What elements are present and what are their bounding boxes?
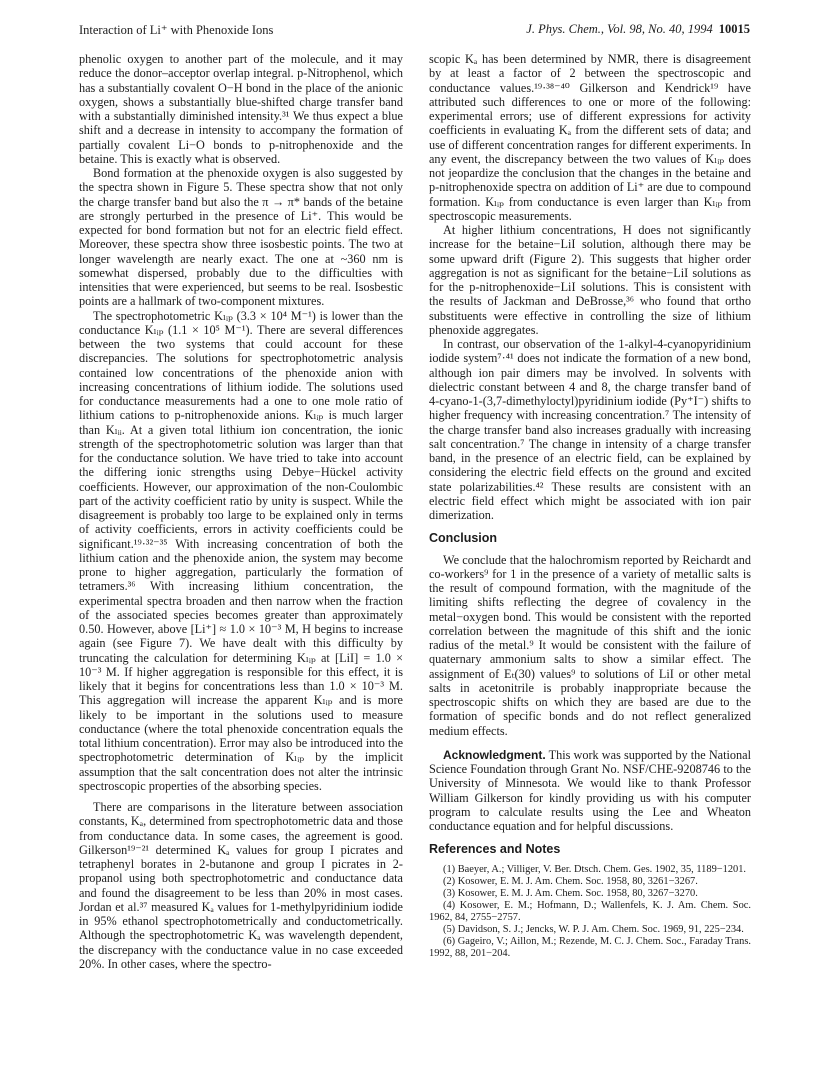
running-title: Interaction of Li⁺ with Phenoxide Ions: [79, 23, 274, 37]
journal-name: J. Phys. Chem., Vol. 98, No. 40, 1994: [526, 22, 713, 36]
acknowledgment-label: Acknowledgment.: [443, 747, 546, 762]
running-header: [79, 22, 750, 40]
paragraph: The spectrophotometric Kₗᵢₚ (3.3 × 10⁴ M⁻¹) is lower than the conductance Kₗᵢₚ (1.1 × 10⁵ M⁻¹). There are several differences between the two systems that could account for these discrepancies. The solutions for spectrophotometric analysis contained low concentrations of the phenoxide anion with increasing concentrations of lithium iodide. The solutions used for conductance measurements had a one to one mole ratio of lithium cations to p-nitrophenoxide anions. Kₗᵢₚ is much larger than Kₗᵢᵢ. At a given total lithium ion concentration, the ionic strength of the spectrophotometric solution was larger than that for the conductance solution. We have tried to take into account the differing ionic strengths using Debye−Hückel activity coefficients. However, our approximation of the non-Coulombic part of the activity coefficient ratio by unity is suspect. While the disagreement is probably too large to be explained only in terms of activity coefficients, errors in activity coefficients could be significant.¹⁹·³²⁻³⁵ With increasing concentration of both the lithium cation and the phenoxide anion, the system may become prone to higher aggregation, particularly the formation of tetramers.³⁶ With increasing lithium concentration, the experimental spectra broaden and then narrow when the fraction of the associated species becomes greater than approximately 0.50. However, above [Li⁺] ≈ 1.0 × 10⁻³ M, H begins to increase again (see Figure 7). We have dealt with this difficulty by truncating the calculation for determining Kₗᵢₚ at [LiI] = 1.0 × 10⁻³ M. If higher aggregation is responsible for this effect, it is likely that it begins for concentrations less than 1.0 × 10⁻³ M. This aggregation will increase the apparent Kₗᵢₚ and is more likely to be important in the solutions used to measure conductance (where the total phenoxide concentration equals the total lithium concentration). Error may also be introduced into the spectrophotometric determination of Kₗᵢₚ by the implicit assumption that the salt concentration does not alter the intrinsic spectroscopic properties of the absorbing species.: [79, 308, 403, 793]
reference-item: (6) Gageiro, V.; Aillon, M.; Rezende, M. C. J. Chem. Soc., Faraday Trans. 1992, 88, 201−204.: [429, 936, 751, 960]
acknowledgment-text: This work was supported by the National Science Foundation through Grant No. NSF/CHE-9208746 to the University of Minnesota. We would like to thank Professor William Gilkerson for kindly providing us with his computer program to calculate results using the Lee and Wheaton conductance equation and for helpful discussions.: [429, 747, 752, 833]
reference-item: (3) Kosower, E. M. J. Am. Chem. Soc. 1958, 80, 3267−3270.: [443, 887, 698, 899]
paragraph: phenolic oxygen to another part of the molecule, and it may reduce the donor–acceptor overlap integral. p-Nitrophenol, which has a substantially covalent O−H bond in the place of the anionic oxygen, shows a substantially blue-shifted charge transfer band with a substantially diminished intensity.³¹ We thus expect a blue shift and a decrease in intensity to accompany the formation of partially covalent Li−O bonds to p-nitrophenoxide and the betaine. This is exactly what is observed.: [79, 52, 403, 166]
paragraph: In contrast, our observation of the 1-alkyl-4-cyanopyridinium iodide system⁷·⁴¹ does not indicate the formation of a new bond, although ion pair dimers may be involved. In solvents with dielectric constant between 4 and 8, the charge transfer band of 4-cyano-1-(3,7-dimethyloctyl)pyridinium iodide (Py⁺I⁻) shifts to higher frequency with increasing concentration.⁷ The intensity of the charge transfer band also increases gradually with increasing salt concentration.⁷ The change in intensity of a charge transfer band, in the presence of an electric field, can be explained by considering the electric field effects on the ground and excited state polarizabilities.⁴² These results are consistent with an electric field effect which might be associated with ion pair dimerization.: [429, 337, 751, 522]
journal-citation: [526, 22, 750, 37]
reference-item: (2) Kosower, E. M. J. Am. Chem. Soc. 1958, 80, 3261−3267.: [443, 875, 698, 887]
paragraph: There are comparisons in the literature between association constants, Kₐ, determined from spectrophotometric data and those from conductance data. In some cases, the agreement is good. Gilkerson¹⁹⁻²¹ determined Kₐ values for group I picrates and tetraphenyl borates in 2-butanone and group I picrates in 2-propanol using both spectrophotometric and conductance data and found the disagreement to be less than 20% in most cases. Jordan et al.³⁷ measured Kₐ values for 1-methylpyridinium iodide in 95% ethanol spectrophotometrically and conductometrically. Although the spectrophotometric Kₐ was wavelength dependent, the discrepancy with the conductance value in no case exceeded 20%. In other cases, where the spectro-: [79, 800, 403, 971]
conclusion-paragraph: We conclude that the halochromism reported by Reichardt and co-workers⁹ for 1 in the presence of a variety of metallic salts is the result of compound formation, with the magnitude of the limiting shifts reflecting the degree of covalency in the metal−oxygen bond. This would be consistent with the reported correlation between the magnitude of this shift and the ionic radius of the metal.⁹ It would be consistent with the failure of quaternary ammonium salts to show a similar effect. The assignment of Eₜ(30) values⁹ to solutions of LiI or other metal salts in acetonitrile is probably inappropriate because the spectroscopic shifts on which they are based are due to the formation of specific bonds and do not reflect generalized medium effects.: [429, 552, 751, 738]
paragraph: Bond formation at the phenoxide oxygen is also suggested by the spectra shown in Figure 5. These spectra show that not only the charge transfer band but also the π → π* bands of the betaine are strongly perturbed in the presence of Li⁺. This would be expected for bond formation but not for an electric field effect. Moreover, these spectra show three isosbestic points. The two at longer wavelength are nearly exact. The one at ~360 nm is somewhat dispersed, probably due to the difficulties with intensities that were experienced, but seems to be real. Isosbestic points are a hallmark of two-component mixtures.: [79, 166, 403, 309]
right-column: [429, 52, 751, 960]
paragraph: At higher lithium concentrations, H does not significantly increase for the betaine−LiI solution, although there may be some upward drift (Figure 2). This suggests that higher order aggregation is not as significant for the betaine−LiI solutions as for the p-nitrophenoxide−LiI solutions. This is consistent with the results of Jackman and DeBrosse,³⁶ who found that ortho substituents were effective in controlling the size of lithium phenoxide aggregates.: [429, 223, 751, 337]
reference-item: (4) Kosower, E. M.; Hofmann, D.; Wallenfels, K. J. Am. Chem. Soc. 1962, 84, 2755−2757.: [429, 899, 751, 923]
paragraph: scopic Kₐ has been determined by NMR, there is disagreement by at least a factor of 2 between the spectroscopic and conductance values.¹⁹·³⁸⁻⁴⁰ Gilkerson and Kendrick¹⁹ have attributed such differences to one or more of the following: experimental errors; use of different expressions for activity coefficients in evaluating Kₐ from the different sets of data; and use of different concentration ranges for different experiments. In any event, the discrepancy between the two values of Kₗᵢₚ does not jeopardize the conclusion that the changes in the betaine and p-nitrophenoxide spectra on addition of Li⁺ are due to compound formation. Kₗᵢₚ from conductance is even larger than Kₗᵢₚ from spectroscopic measurements.: [429, 52, 751, 223]
section-heading-references: References and Notes: [429, 842, 561, 857]
section-heading-conclusion: Conclusion: [429, 531, 498, 546]
left-column: [79, 52, 403, 971]
acknowledgment: [429, 748, 751, 834]
reference-item: (5) Davidson, S. J.; Jencks, W. P. J. Am. Chem. Soc. 1969, 91, 225−234.: [443, 923, 744, 935]
reference-item: (1) Baeyer, A.; Villiger, V. Ber. Dtsch. Chem. Ges. 1902, 35, 1189−1201.: [443, 863, 747, 875]
page-number: 10015: [718, 22, 750, 36]
reference-list: [429, 864, 751, 961]
